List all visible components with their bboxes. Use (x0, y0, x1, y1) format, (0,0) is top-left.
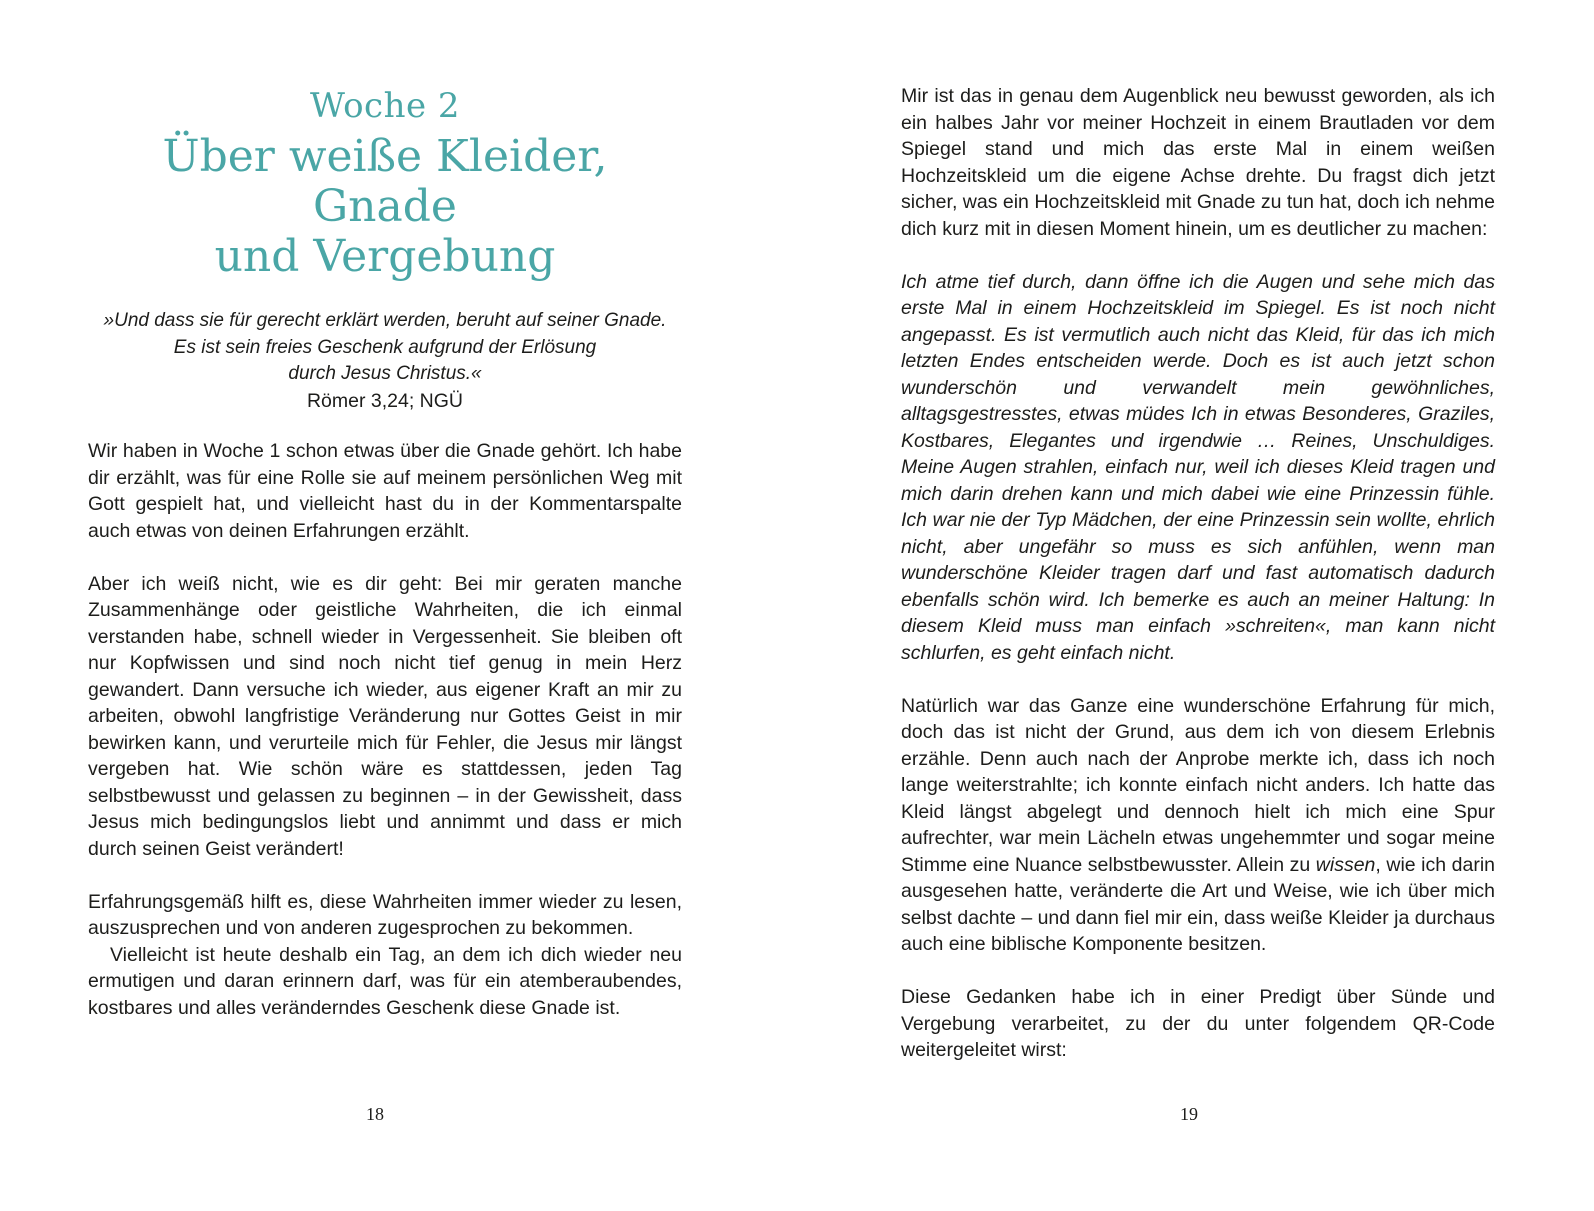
paragraph (901, 693, 1495, 958)
paragraph: Erfahrungsgemäß hilft es, diese Wahrheiten immer wieder zu lesen, auszusprechen und von anderen zugesprochen zu bekommen. (88, 890, 682, 939)
paragraph-text: , wie ich darin ausgesehen hatte, veränderte die Art und Weise, wie ich über mich selbst dachte – und dann fiel mir ein, dass weiße Kleider ja durchaus auch eine biblische Komponente besitzen. (901, 853, 1495, 955)
epigraph-quote-line: durch Jesus Christus.« (288, 363, 482, 384)
right-body-text (901, 83, 1495, 1064)
chapter-heading (88, 84, 682, 282)
paragraph-text: Natürlich war das Ganze eine wunderschöne Erfahrung für mich, doch das ist nicht der Grund, aus dem ich von diesem Erlebnis erzähle. Denn auch nach der Anprobe merkte ich, dass ich noch lange weiterstrahlte; ich konnte einfach nicht anders. Ich hatte das Kleid längst abgelegt und dennoch hielt ich mich eine Spur aufrechter, war mein Lächeln etwas ungehemmter und sogar meine Stimme eine Nuance selbstbewusster. Allein zu (901, 694, 1495, 876)
paragraph: Diese Gedanken habe ich in einer Predigt über Sünde und Vergebung verarbeitet, zu der du unter folgendem QR-Code weitergeleitet wirst: (901, 986, 1495, 1061)
epigraph (88, 308, 682, 414)
epigraph-quote-line: »Und dass sie für gerecht erklärt werden, beruht auf seiner Gnade. (103, 310, 667, 331)
emphasis-text: wissen (1315, 853, 1376, 876)
chapter-title (88, 132, 682, 282)
left-body-text (88, 438, 682, 1021)
page-number: 19 (1180, 1104, 1198, 1124)
page-number: 18 (366, 1104, 384, 1124)
week-label: Woche 2 (309, 86, 461, 126)
chapter-title-line: Über weiße Kleider, Gnade (162, 131, 608, 232)
paragraph: Aber ich weiß nicht, wie es dir geht: Bei mir geraten manche Zusammenhänge oder geistliche Wahrheiten, die ich einmal verstanden habe, schnell wieder in Vergessenheit. Sie bleiben oft nur Kopfwissen und sind noch nicht tief genug in mein Herz gewandert. Dann versuche ich wieder, aus eigener Kraft an mir zu arbeiten, obwohl langfristige Veränderung nur Gottes Geist in mir bewirken kann, und verurteile mich für Fehler, die Jesus mir längst vergeben hat. Wie schön wäre es stattdessen, jeden Tag selbstbewusst und gelassen zu beginnen – in der Gewissheit, dass Jesus mich bedingungslos liebt und annimmt und dass er mich durch seinen Geist verändert! (88, 572, 682, 860)
italic-paragraph: Ich atme tief durch, dann öffne ich die Augen und sehe mich das erste Mal in einem Hochzeitskleid im Spiegel. Es ist noch nicht angepasst. Es ist vermutlich auch nicht das Kleid, für das ich mich letzten Endes entscheiden werde. Doch es ist auch jetzt schon wunderschön und verwandelt mein gewöhnliches, alltagsgestresstes, etwas müdes Ich in etwas Besonderes, Graziles, Kostbares, Elegantes und irgendwie … Reines, Unschuldiges. Meine Augen strahlen, einfach nur, weil ich dieses Kleid tragen und mich darin drehen kann und mich dabei wie eine Prinzessin fühle. Ich war nie der Typ Mädchen, der eine Prinzessin sein wollte, ehrlich nicht, aber ungefähr so muss es sich anfühlen, wenn man wunderschöne Kleider tragen darf und fast automatisch dadurch ebenfalls schön wird. Ich bemerke es auch an meiner Haltung: In diesem Kleid muss man einfach »schreiten«, man kann nicht schlurfen, es geht einfach nicht. (901, 270, 1495, 664)
paragraph: Vielleicht ist heute deshalb ein Tag, an dem ich dich wieder neu ermutigen und daran erinnern darf, was für ein atemberaubendes, kostbares und alles veränderndes Geschenk diese Gnade ist. (88, 943, 682, 1019)
right-page (797, 0, 1594, 1211)
epigraph-source: Römer 3,24; NGÜ (306, 389, 464, 412)
chapter-title-line: und Vergebung (214, 231, 556, 282)
paragraph: Wir haben in Woche 1 schon etwas über die Gnade gehört. Ich habe dir erzählt, was für eine Rolle sie auf meinem persönlichen Weg mit Gott gespielt hat, und vielleicht hast du in der Kommentarspalte auch etwas von deinen Erfahrungen erzählt. (88, 440, 682, 542)
epigraph-quote-line: Es ist sein freies Geschenk aufgrund der Erlösung (173, 336, 597, 358)
paragraph: Mir ist das in genau dem Augenblick neu bewusst geworden, als ich ein halbes Jahr vor meiner Hochzeit in einem Brautladen vor dem Spiegel stand und mich das erste Mal in einem weißen Hochzeitskleid um die eigene Achse drehte. Du fragst dich jetzt sicher, was ein Hochzeitskleid mit Gnade zu tun hat, doch ich nehme dich kurz mit in diesen Moment hinein, um es deutlicher zu machen: (901, 85, 1495, 240)
